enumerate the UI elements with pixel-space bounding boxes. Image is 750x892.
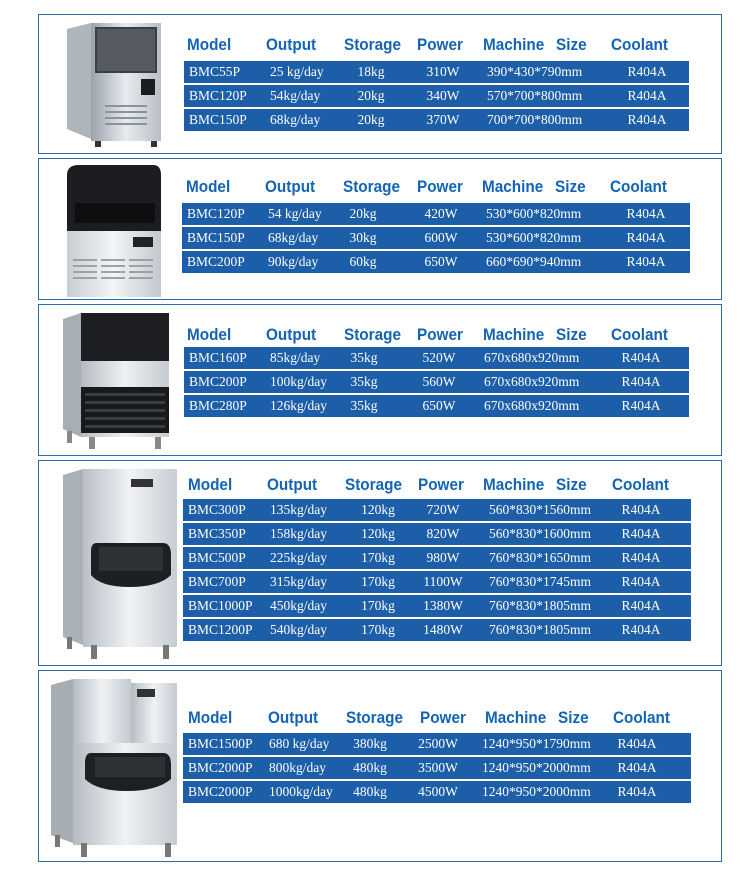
cell-output: 68kg/day [268, 230, 319, 245]
cell-size: 530*600*820mm [486, 230, 582, 245]
cell-coolant: R404A [621, 598, 661, 613]
cell-coolant: R404A [621, 622, 661, 637]
cell-size: 760*830*1805mm [489, 622, 592, 637]
cell-coolant: R404A [626, 254, 666, 269]
cell-size: 660*690*940mm [486, 254, 582, 269]
cell-power: 1380W [423, 598, 463, 613]
cell-model: BMC150P [189, 112, 247, 127]
cell-storage: 120kg [361, 502, 395, 517]
header-model: Model [186, 177, 231, 196]
cell-power: 820W [426, 526, 460, 541]
header-machine: Machine [483, 325, 545, 344]
cell-storage: 35kg [350, 374, 378, 389]
table-row [183, 571, 691, 593]
cell-coolant: R404A [627, 64, 667, 79]
cell-output: 90kg/day [268, 254, 319, 269]
table-row [183, 619, 691, 641]
cell-size: 700*700*800mm [487, 112, 583, 127]
cell-output: 135kg/day [270, 502, 327, 517]
cell-size: 390*430*790mm [487, 64, 583, 79]
cell-model: BMC350P [188, 526, 246, 541]
cell-model: BMC1000P [188, 598, 253, 613]
table-row [184, 371, 689, 393]
table-row [182, 251, 690, 273]
cell-output: 25 kg/day [270, 64, 324, 79]
table-header [187, 35, 717, 57]
cell-coolant: R404A [627, 88, 667, 103]
table-row [184, 61, 689, 83]
header-output: Output [267, 475, 318, 494]
cell-coolant: R404A [621, 398, 661, 413]
cell-size: 560*830*1560mm [489, 502, 592, 517]
cell-storage: 20kg [349, 206, 377, 221]
cell-size: 670x680x920mm [484, 398, 580, 413]
cell-coolant: R404A [617, 760, 657, 775]
table-header [188, 708, 718, 730]
cell-power: 520W [422, 350, 456, 365]
product-panel-4 [38, 460, 722, 666]
cell-coolant: R404A [627, 112, 667, 127]
ice-machine-image [61, 161, 173, 299]
cell-output: 54 kg/day [268, 206, 322, 221]
header-storage: Storage [344, 35, 401, 54]
table-row [184, 347, 689, 369]
cell-size: 1240*950*2000mm [482, 784, 591, 799]
cell-model: BMC1500P [188, 736, 253, 751]
cell-coolant: R404A [621, 374, 661, 389]
header-model: Model [188, 708, 233, 727]
header-model: Model [187, 35, 232, 54]
header-size: Size [556, 325, 587, 344]
cell-power: 370W [426, 112, 460, 127]
table-row [183, 595, 691, 617]
cell-output: 85kg/day [270, 350, 321, 365]
cell-power: 420W [424, 206, 458, 221]
cell-model: BMC120P [189, 88, 247, 103]
table-row [183, 499, 691, 521]
header-coolant: Coolant [610, 177, 667, 196]
table-row [182, 227, 690, 249]
cell-model: BMC300P [188, 502, 246, 517]
cell-output: 68kg/day [270, 112, 321, 127]
cell-model: BMC2000P [188, 784, 253, 799]
cell-power: 980W [426, 550, 460, 565]
header-size: Size [556, 35, 587, 54]
header-machine: Machine [482, 177, 544, 196]
product-panel-3 [38, 304, 722, 456]
cell-power: 560W [422, 374, 456, 389]
header-power: Power [420, 708, 466, 727]
cell-output: 540kg/day [270, 622, 327, 637]
cell-coolant: R404A [626, 206, 666, 221]
table-row [183, 781, 691, 803]
cell-size: 760*830*1745mm [489, 574, 592, 589]
ice-machine-image [47, 675, 183, 859]
header-size: Size [556, 475, 587, 494]
cell-output: 1000kg/day [269, 784, 333, 799]
table-row [184, 85, 689, 107]
header-storage: Storage [346, 708, 403, 727]
cell-model: BMC150P [187, 230, 245, 245]
cell-model: BMC700P [188, 574, 246, 589]
cell-output: 54kg/day [270, 88, 321, 103]
cell-storage: 170kg [361, 574, 395, 589]
header-size: Size [558, 708, 589, 727]
cell-power: 1480W [423, 622, 463, 637]
cell-coolant: R404A [617, 784, 657, 799]
cell-output: 450kg/day [270, 598, 327, 613]
header-power: Power [417, 35, 463, 54]
cell-storage: 18kg [357, 64, 385, 79]
table-row [183, 733, 691, 755]
cell-output: 800kg/day [269, 760, 326, 775]
cell-storage: 60kg [349, 254, 377, 269]
cell-output: 100kg/day [270, 374, 327, 389]
cell-model: BMC200P [189, 374, 247, 389]
cell-output: 680 kg/day [269, 736, 330, 751]
cell-storage: 30kg [349, 230, 377, 245]
table-row [184, 109, 689, 131]
cell-model: BMC2000P [188, 760, 253, 775]
table-row [182, 203, 690, 225]
header-storage: Storage [344, 325, 401, 344]
cell-model: BMC120P [187, 206, 245, 221]
cell-output: 158kg/day [270, 526, 327, 541]
cell-size: 570*700*800mm [487, 88, 583, 103]
cell-power: 310W [426, 64, 460, 79]
cell-power: 4500W [418, 784, 458, 799]
table-header [186, 177, 716, 199]
header-size: Size [555, 177, 586, 196]
ice-machine-image [61, 21, 173, 149]
cell-storage: 35kg [350, 350, 378, 365]
cell-size: 530*600*820mm [486, 206, 582, 221]
cell-power: 720W [426, 502, 460, 517]
cell-size: 560*830*1600mm [489, 526, 592, 541]
product-panel-2 [38, 158, 722, 300]
cell-storage: 170kg [361, 598, 395, 613]
header-coolant: Coolant [611, 325, 668, 344]
cell-model: BMC280P [189, 398, 247, 413]
header-model: Model [187, 325, 232, 344]
table-row [183, 523, 691, 545]
cell-storage: 20kg [357, 88, 385, 103]
cell-size: 1240*950*2000mm [482, 760, 591, 775]
cell-power: 650W [422, 398, 456, 413]
cell-model: BMC55P [189, 64, 241, 79]
cell-size: 760*830*1650mm [489, 550, 592, 565]
cell-power: 2500W [418, 736, 458, 751]
ice-machine-image [59, 309, 177, 453]
cell-storage: 170kg [361, 622, 395, 637]
cell-size: 760*830*1805mm [489, 598, 592, 613]
cell-output: 225kg/day [270, 550, 327, 565]
cell-output: 126kg/day [270, 398, 327, 413]
header-coolant: Coolant [613, 708, 670, 727]
header-machine: Machine [483, 475, 545, 494]
product-panel-1 [38, 14, 722, 154]
table-header [188, 475, 718, 497]
cell-coolant: R404A [621, 526, 661, 541]
cell-coolant: R404A [621, 350, 661, 365]
cell-model: BMC200P [187, 254, 245, 269]
header-output: Output [266, 35, 317, 54]
header-machine: Machine [483, 35, 545, 54]
header-coolant: Coolant [612, 475, 669, 494]
ice-machine-image [59, 465, 183, 663]
cell-storage: 20kg [357, 112, 385, 127]
cell-storage: 120kg [361, 526, 395, 541]
cell-power: 3500W [418, 760, 458, 775]
cell-model: BMC500P [188, 550, 246, 565]
table-header [187, 325, 717, 347]
header-power: Power [417, 325, 463, 344]
cell-storage: 35kg [350, 398, 378, 413]
table-row [183, 547, 691, 569]
header-model: Model [188, 475, 233, 494]
cell-storage: 170kg [361, 550, 395, 565]
cell-model: BMC160P [189, 350, 247, 365]
header-output: Output [268, 708, 319, 727]
header-storage: Storage [343, 177, 400, 196]
table-row [184, 395, 689, 417]
header-power: Power [417, 177, 463, 196]
cell-storage: 480kg [353, 760, 387, 775]
cell-size: 670x680x920mm [484, 374, 580, 389]
cell-power: 1100W [423, 574, 463, 589]
cell-size: 1240*950*1790mm [482, 736, 591, 751]
cell-power: 340W [426, 88, 460, 103]
cell-size: 670x680x920mm [484, 350, 580, 365]
cell-model: BMC1200P [188, 622, 253, 637]
cell-coolant: R404A [621, 574, 661, 589]
header-machine: Machine [485, 708, 547, 727]
cell-output: 315kg/day [270, 574, 327, 589]
cell-storage: 380kg [353, 736, 387, 751]
header-power: Power [418, 475, 464, 494]
cell-coolant: R404A [617, 736, 657, 751]
header-output: Output [265, 177, 316, 196]
cell-power: 600W [424, 230, 458, 245]
cell-coolant: R404A [621, 502, 661, 517]
table-row [183, 757, 691, 779]
header-storage: Storage [345, 475, 402, 494]
header-output: Output [266, 325, 317, 344]
header-coolant: Coolant [611, 35, 668, 54]
cell-power: 650W [424, 254, 458, 269]
product-panel-5 [38, 670, 722, 862]
cell-coolant: R404A [621, 550, 661, 565]
cell-coolant: R404A [626, 230, 666, 245]
cell-storage: 480kg [353, 784, 387, 799]
